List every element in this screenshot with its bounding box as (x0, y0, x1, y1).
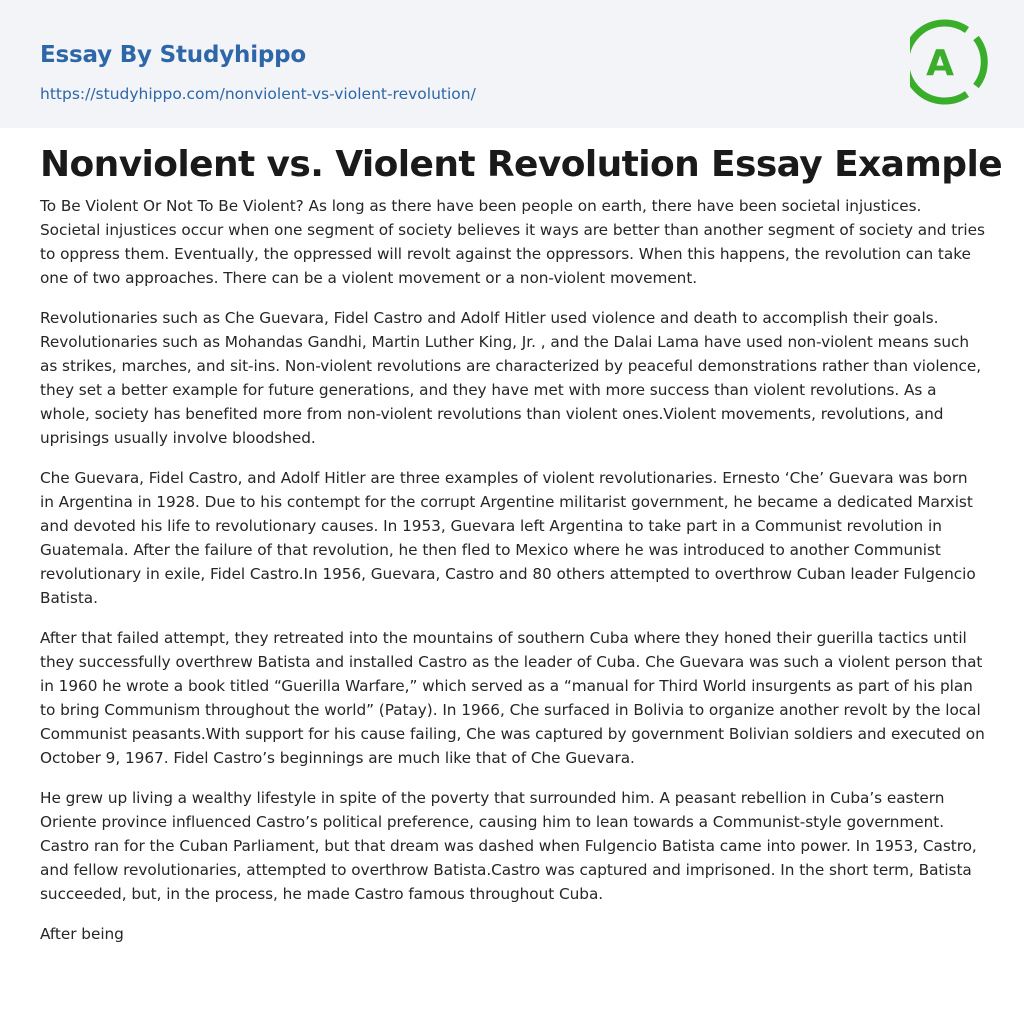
studyhippo-logo-icon[interactable] (910, 18, 988, 106)
essay-paragraph: Che Guevara, Fidel Castro, and Adolf Hitler are three examples of violent revolutionaries. Ernesto ‘Che’ Guevara was born in Argentina in 1928. Due to his contempt for the corrupt Argentine militarist government, he became a dedicated Marxist and devoted his life to revolutionary causes. In 1953, Guevara left Argentina to take part in a Communist revolution in Guatemala. After the failure of that revolution, he then fled to Mexico where he was introduced to another Communist revolutionary in exile, Fidel Castro.In 1956, Guevara, Castro and 80 others attempted to overthrow Cuban leader Fulgencio Batista. (40, 469, 976, 607)
essay-body (40, 194, 986, 962)
logo-letter: A (926, 43, 954, 84)
essay-paragraph: He grew up living a wealthy lifestyle in spite of the poverty that surrounded him. A peasant rebellion in Cuba’s eastern Oriente province influenced Castro’s political preference, causing him to lean towards a Communist-style government. Castro ran for the Cuban Parliament, but that dream was dashed when Fulgencio Batista came into power. In 1953, Castro, and fellow revolutionaries, attempted to overthrow Batista.Castro was captured and imprisoned. In the short term, Batista succeeded, but, in the process, he made Castro famous throughout Cuba. (40, 789, 977, 903)
page-url-link[interactable]: https://studyhippo.com/nonviolent-vs-violent-revolution/ (40, 85, 476, 103)
essay-paragraph: To Be Violent Or Not To Be Violent? As long as there have been people on earth, there have been societal injustices. Societal injustices occur when one segment of society believes it ways are better than another segment of society and tries to oppress them. Eventually, the oppressed will revolt against the oppressors. When this happens, the revolution can take one of two approaches. There can be a violent movement or a non-violent movement. (40, 197, 985, 287)
essay-paragraph: After being (40, 925, 124, 943)
essay-paragraph: After that failed attempt, they retreated into the mountains of southern Cuba where they honed their guerilla tactics until they successfully overthrew Batista and installed Castro as the leader of Cuba. Che Guevara was such a violent person that in 1960 he wrote a book titled “Guerilla Warfare,” which served as a “manual for Third World insurgents as part of his plan to bring Communism throughout the world” (Patay). In 1966, Che surfaced in Bolivia to organize another revolt by the local Communist peasants.With support for his cause failing, Che was captured by government Bolivian soldiers and executed on October 9, 1967. Fidel Castro’s beginnings are much like that of Che Guevara. (40, 629, 985, 767)
site-brand[interactable]: Essay By Studyhippo (40, 42, 307, 68)
essay-paragraph: Revolutionaries such as Che Guevara, Fidel Castro and Adolf Hitler used violence and death to accomplish their goals. Revolutionaries such as Mohandas Gandhi, Martin Luther King, Jr. , and the Dalai Lama have used non-violent means such as strikes, marches, and sit-ins. Non-violent revolutions are characterized by peaceful demonstrations rather than violence, they set a better example for future generations, and they have met with more success than violent revolutions. As a whole, society has benefited more from non-violent revolutions than violent ones.Violent movements, revolutions, and uprisings usually involve bloodshed. (40, 309, 982, 447)
page-title: Nonviolent vs. Violent Revolution Essay Example (40, 144, 1003, 185)
logo-ring-right (976, 38, 984, 86)
site-header (0, 0, 1024, 128)
